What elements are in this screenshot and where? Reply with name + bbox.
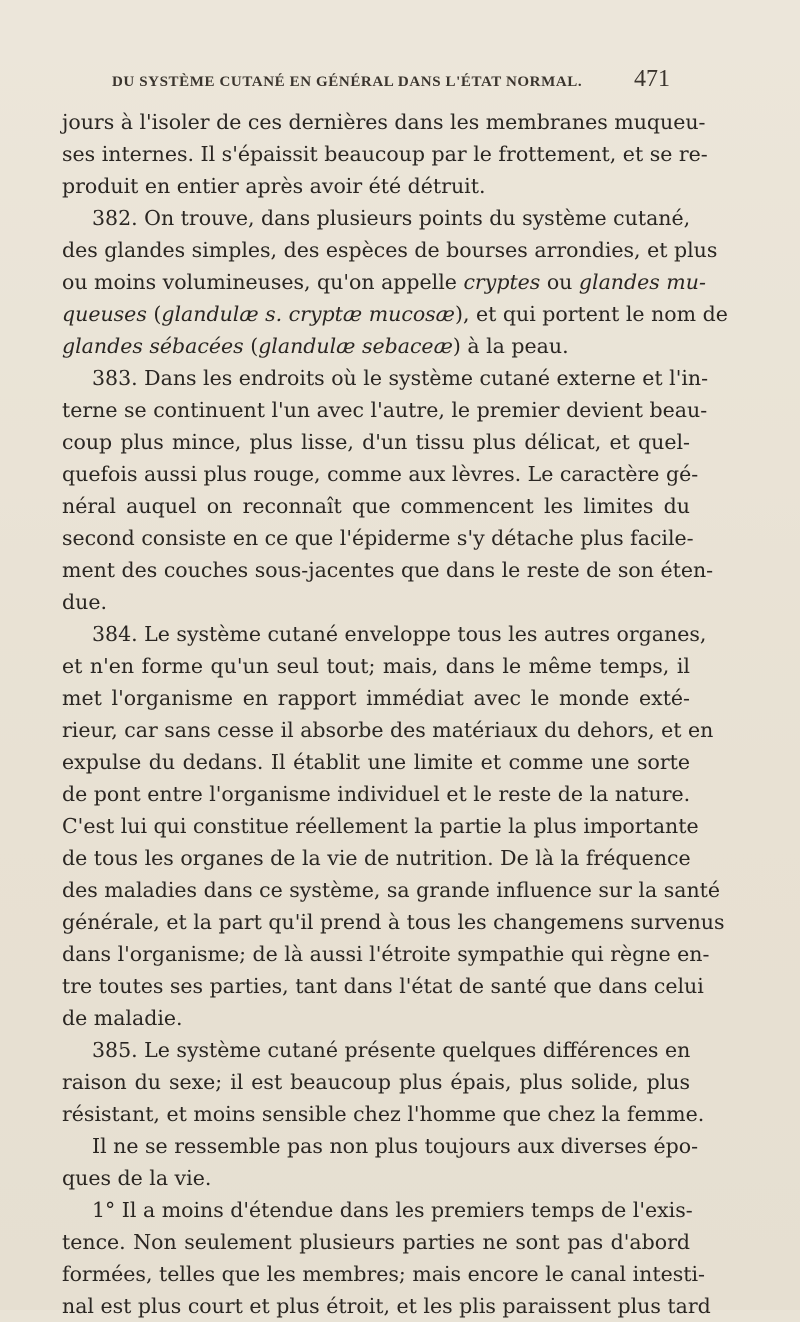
text-line: générale, et la part qu'il prend à tous les changemens survenus <box>62 910 725 934</box>
text-line: néral auquel on reconnaît que commencent les limites du <box>62 494 690 518</box>
text-line: expulse du dedans. Il établit une limite et comme une sorte <box>62 750 690 774</box>
text-line: met l'organisme en rapport immédiat avec le monde exté- <box>62 686 690 710</box>
text-line: des maladies dans ce système, sa grande influence sur la santé <box>62 878 721 902</box>
text-line: ses internes. Il s'épaissit beaucoup par le frottement, et se re- <box>62 142 708 166</box>
text-line: ques de la vie. <box>62 1166 212 1190</box>
text-line: dans l'organisme; de là aussi l'étroite sympathie qui règne en- <box>62 942 710 966</box>
text-line: due. <box>62 590 107 614</box>
text-line: rieur, car sans cesse il absorbe des matériaux du dehors, et en <box>62 718 714 742</box>
text-line: C'est lui qui constitue réellement la partie la plus importante <box>62 814 699 838</box>
paragraph-384-start: 384. Le système cutané enveloppe tous les autres organes, <box>92 622 707 646</box>
text-line: et n'en forme qu'un seul tout; mais, dans le même temps, il <box>62 654 690 678</box>
running-head: DU SYSTÈME CUTANÉ EN GÉNÉRAL DANS L'ÉTAT NORMAL. <box>112 74 583 90</box>
text-line: ment des couches sous-jacentes que dans le reste de son éten- <box>62 558 714 582</box>
paragraph-383-start: 383. Dans les endroits où le système cutané externe et l'in- <box>92 366 709 390</box>
text-line: nal est plus court et plus étroit, et les plis paraissent plus tard <box>62 1294 711 1318</box>
item-1-start: 1° Il a moins d'étendue dans les premiers temps de l'exis- <box>92 1198 693 1222</box>
text-line: de maladie. <box>62 1006 183 1030</box>
text-line: produit en entier après avoir été détruit. <box>62 174 486 198</box>
text-line: ou moins volumineuses, qu'on appelle cryptes ou glandes mu- <box>62 270 706 294</box>
text-line: queuses (glandulæ s. cryptæ mucosæ), et qui portent le nom de <box>62 302 728 326</box>
page-number: 471 <box>634 66 670 92</box>
text-line: formées, telles que les membres; mais encore le canal intesti- <box>62 1262 705 1286</box>
text-line: glandes sébacées (glandulæ sebaceæ) à la peau. <box>62 334 569 358</box>
text-line: Il ne se ressemble pas non plus toujours aux diverses épo- <box>92 1134 699 1158</box>
text-line: raison du sexe; il est beaucoup plus épais, plus solide, plus <box>62 1070 690 1094</box>
text-line: terne se continuent l'un avec l'autre, le premier devient beau- <box>62 398 708 422</box>
text-line: jours à l'isoler de ces dernières dans les membranes muqueu- <box>62 110 706 134</box>
text-line: de pont entre l'organisme individuel et le reste de la nature. <box>62 782 691 806</box>
paragraph-385-start: 385. Le système cutané présente quelques différences en <box>92 1038 691 1062</box>
paragraph-382-start: 382. On trouve, dans plusieurs points du système cutané, <box>92 206 691 230</box>
text-line: résistant, et moins sensible chez l'homme que chez la femme. <box>62 1102 705 1126</box>
text-line: de tous les organes de la vie de nutrition. De là la fréquence <box>62 846 691 870</box>
text-line: quefois aussi plus rouge, comme aux lèvres. Le caractère gé- <box>62 462 699 486</box>
text-line: second consiste en ce que l'épiderme s'y détache plus facile- <box>62 526 694 550</box>
text-line: coup plus mince, plus lisse, d'un tissu plus délicat, et quel- <box>62 430 690 454</box>
text-line: tence. Non seulement plusieurs parties ne sont pas d'abord <box>62 1230 690 1254</box>
text-line: des glandes simples, des espèces de bourses arrondies, et plus <box>62 238 718 262</box>
text-line: tre toutes ses parties, tant dans l'état de santé que dans celui <box>62 974 704 998</box>
